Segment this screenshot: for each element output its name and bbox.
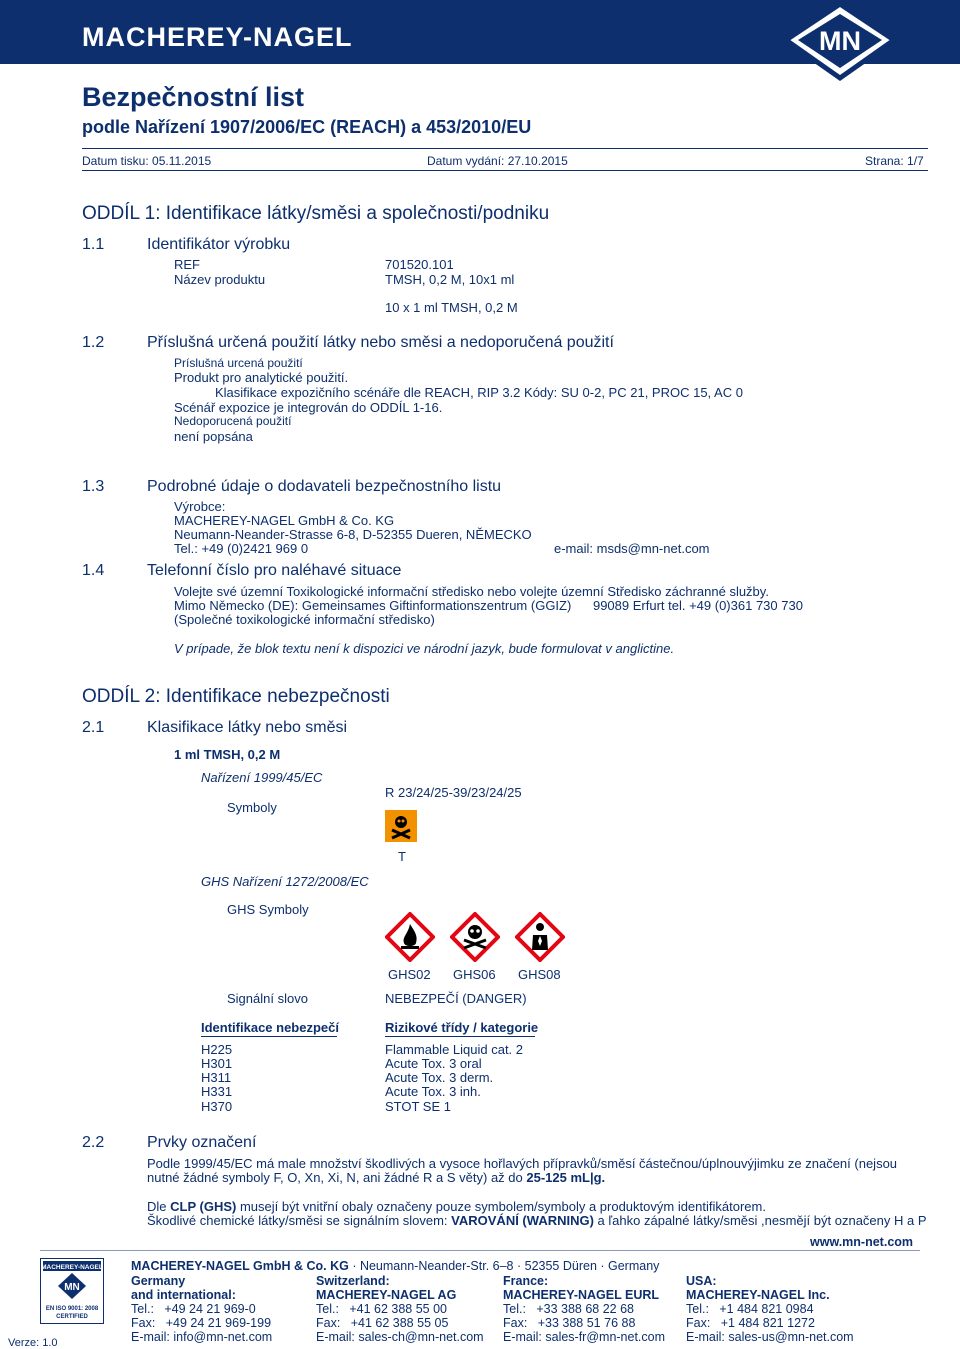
emergency-line-3: (Společné toxikologické informační středisko) xyxy=(174,612,435,627)
ghs-code-3: GHS08 xyxy=(518,967,561,982)
footer-col-3-fax: Fax: +33 388 51 76 88 xyxy=(503,1316,636,1330)
footer-website[interactable]: www.mn-net.com xyxy=(810,1235,914,1249)
labelling-para-1b: nutné žádné symboly F, O, Xn, Xi, N, ani žádné R a S věty) až do 25-125 mL|g. xyxy=(147,1170,606,1185)
ref-value: 701520.101 xyxy=(385,257,454,272)
h14-number: 1.4 xyxy=(82,562,105,579)
r-phrases: R 23/24/25-39/23/24/25 xyxy=(385,785,522,800)
table-row-class: Acute Tox. 3 oral xyxy=(385,1056,482,1071)
symbols-label: Symboly xyxy=(227,800,277,815)
product-name-value-2: 10 x 1 ml TMSH, 0,2 M xyxy=(385,300,518,315)
h12-number: 1.2 xyxy=(82,334,105,351)
footer-col-4-h2: MACHEREY-NAGEL Inc. xyxy=(686,1288,830,1302)
h22-title: Prvky označení xyxy=(147,1134,257,1151)
t-letter: T xyxy=(398,849,406,864)
footer-col-1-h1: Germany xyxy=(131,1274,186,1288)
nouse-title: Nedoporucená použití xyxy=(174,414,292,428)
footer-company: MACHEREY-NAGEL GmbH & Co. KG · Neumann-Neander-Str. 6–8 · 52355 Düren · Germany xyxy=(131,1259,660,1273)
table-row-code: H225 xyxy=(201,1042,233,1057)
iso-certification-seal-icon xyxy=(40,1258,104,1324)
section-1-title: ODDÍL 1: Identifikace látky/směsi a společnosti/podniku xyxy=(82,203,550,224)
ghs-regulation: GHS Nařízení 1272/2008/EC xyxy=(201,874,369,889)
ghs02-flame-icon xyxy=(385,912,435,962)
footer-col-4-fax: Fax: +1 484 821 1272 xyxy=(686,1316,815,1330)
ghs-code-2: GHS06 xyxy=(453,967,496,982)
print-date: Datum tisku: 05.11.2015 xyxy=(82,154,212,168)
signal-word-label: Signální slovo xyxy=(227,991,308,1006)
maker-label: Výrobce: xyxy=(174,499,226,514)
table-row-code: H370 xyxy=(201,1099,233,1114)
ref-label: REF xyxy=(174,257,200,272)
footer-col-1-fax: Fax: +49 24 21 969-199 xyxy=(131,1316,272,1330)
table-row-code: H311 xyxy=(201,1070,232,1085)
h12-title: Příslušná určená použití látky nebo směsi a nedoporučená použití xyxy=(147,334,614,351)
footer-col-2-tel: Tel.: +41 62 388 55 00 xyxy=(316,1302,448,1316)
table-row-code: H331 xyxy=(201,1084,233,1099)
mn-logo-text: MN xyxy=(819,26,861,56)
use-title: Príslušná urcená použití xyxy=(174,356,303,370)
footer-col-2-h1: Switzerland: xyxy=(316,1274,390,1288)
footer-col-3-h2: MACHEREY-NAGEL EURL xyxy=(503,1288,660,1302)
footer-col-2-h2: MACHEREY-NAGEL AG xyxy=(316,1288,457,1302)
maker-address: Neumann-Neander-Strasse 6-8, D-52355 Dueren, NĚMECKO xyxy=(174,527,532,542)
document-subtitle: podle Nařízení 1907/2006/EC (REACH) a 453/2010/EU xyxy=(82,117,532,137)
use-line-1: Produkt pro analytické použití. xyxy=(174,370,349,385)
labelling-para-3: Škodlivé chemické látky/směsi se signálním slovem: VAROVÁNÍ (WARNING) a ľahko zápalné látky/směsi ,nesmějí být označeny H a P xyxy=(147,1213,927,1228)
footer-col-1-tel: Tel.: +49 24 21 969-0 xyxy=(131,1302,256,1316)
footer-col-2-fax: Fax: +41 62 388 55 05 xyxy=(316,1316,449,1330)
ghs08-health-hazard-icon xyxy=(515,912,565,962)
labelling-para-2: Dle CLP (GHS) musejí být vnitřní obaly označeny pouze symbolem/symboly a produktovým identifikátorem. xyxy=(147,1199,766,1214)
brand-name: MACHEREY-NAGEL xyxy=(82,22,353,52)
toxic-t-symbol-icon xyxy=(385,810,417,842)
language-note: V prípade, že blok textu není k dispozici ve národní jazyk, bude formulovat v anglictine. xyxy=(174,641,675,656)
footer-col-3-h1: France: xyxy=(503,1274,549,1288)
version-label: Verze: 1.0 xyxy=(8,1337,58,1349)
ghs-code-1: GHS02 xyxy=(388,967,431,982)
page-number: Strana: 1/7 xyxy=(865,154,924,168)
table-row-class: STOT SE 1 xyxy=(385,1099,451,1114)
h22-number: 2.2 xyxy=(82,1134,105,1151)
footer-col-1-mail[interactable]: E-mail: info@mn-net.com xyxy=(131,1330,273,1344)
table-row-class: Acute Tox. 3 inh. xyxy=(385,1084,481,1099)
h11-number: 1.1 xyxy=(82,236,105,253)
table-row-class: Flammable Liquid cat. 2 xyxy=(385,1042,524,1057)
issue-date: Datum vydání: 27.10.2015 xyxy=(427,154,568,168)
labelling-para-1a: Podle 1999/45/EC má male množství škodlivých a vysoce hořlavých přípravků/směsí částečnou/úplnouvýjimku ze značení (nejsou xyxy=(147,1156,898,1171)
hazard-column-header: Identifikace nebezpečí xyxy=(201,1020,339,1035)
signal-word-value: NEBEZPEČÍ (DANGER) xyxy=(385,991,527,1006)
h21-number: 2.1 xyxy=(82,719,105,736)
emergency-line-2: Mimo Německo (DE): Gemeinsames Giftinformationszentrum (GGIZ) 99089 Erfurt tel. +49 (0)361 730 730 xyxy=(174,598,803,613)
footer-col-4-tel: Tel.: +1 484 821 0984 xyxy=(686,1302,814,1316)
footer-col-4-h1: USA: xyxy=(686,1274,717,1288)
h13-title: Podrobné údaje o dodavateli bezpečnostního listu xyxy=(147,478,502,495)
emergency-line-1: Volejte své územní Toxikologické informační středisko nebo volejte územní Středisko záchranné služby. xyxy=(174,584,769,599)
maker-email[interactable]: e-mail: msds@mn-net.com xyxy=(554,541,710,556)
maker-name: MACHEREY-NAGEL GmbH & Co. KG xyxy=(174,513,395,528)
footer-col-2-mail[interactable]: E-mail: sales-ch@mn-net.com xyxy=(316,1330,484,1344)
table-row-code: H301 xyxy=(201,1056,233,1071)
h13-number: 1.3 xyxy=(82,478,105,495)
use-line-3: Scénář expozice je integrován do ODDÍL 1-16. xyxy=(174,400,443,415)
footer-col-3-tel: Tel.: +33 388 68 22 68 xyxy=(503,1302,635,1316)
product-name-label: Název produktu xyxy=(174,272,266,287)
ghs06-skull-icon xyxy=(450,912,500,962)
h11-title: Identifikátor výrobku xyxy=(147,236,291,253)
class-column-header: Rizikové třídy / kategorie xyxy=(385,1020,539,1035)
maker-phone: Tel.: +49 (0)2421 969 0 xyxy=(174,541,309,556)
seal-top-text: MACHEREY-NAGEL xyxy=(41,1264,103,1271)
nouse-value: není popsána xyxy=(174,429,253,444)
h14-title: Telefonní číslo pro naléhavé situace xyxy=(147,562,402,579)
footer-col-3-mail[interactable]: E-mail: sales-fr@mn-net.com xyxy=(503,1330,666,1344)
ghs-symbols-label: GHS Symboly xyxy=(227,902,309,917)
seal-mid-text: MN xyxy=(64,1282,80,1293)
use-line-2: Klasifikace expozičního scénáře dle REACH, RIP 3.2 Kódy: SU 0-2, PC 21, PROC 15, AC 0 xyxy=(215,385,743,400)
h21-title: Klasifikace látky nebo směsi xyxy=(147,719,348,736)
table-row-class: Acute Tox. 3 derm. xyxy=(385,1070,494,1085)
section-2-title: ODDÍL 2: Identifikace nebezpečnosti xyxy=(82,686,390,707)
document-title: Bezpečnostní list xyxy=(82,82,305,112)
product-name-value: TMSH, 0,2 M, 10x1 ml xyxy=(385,272,515,287)
seal-line-2: CERTIFIED xyxy=(56,1314,88,1320)
seal-line-1: EN ISO 9001: 2008 xyxy=(45,1306,99,1312)
product-heading: 1 ml TMSH, 0,2 M xyxy=(174,747,281,762)
old-regulation: Nařízení 1999/45/EC xyxy=(201,770,323,785)
footer-col-4-mail[interactable]: E-mail: sales-us@mn-net.com xyxy=(686,1330,854,1344)
mn-logo-icon xyxy=(778,0,902,84)
footer-col-1-h2: and international: xyxy=(131,1288,236,1302)
